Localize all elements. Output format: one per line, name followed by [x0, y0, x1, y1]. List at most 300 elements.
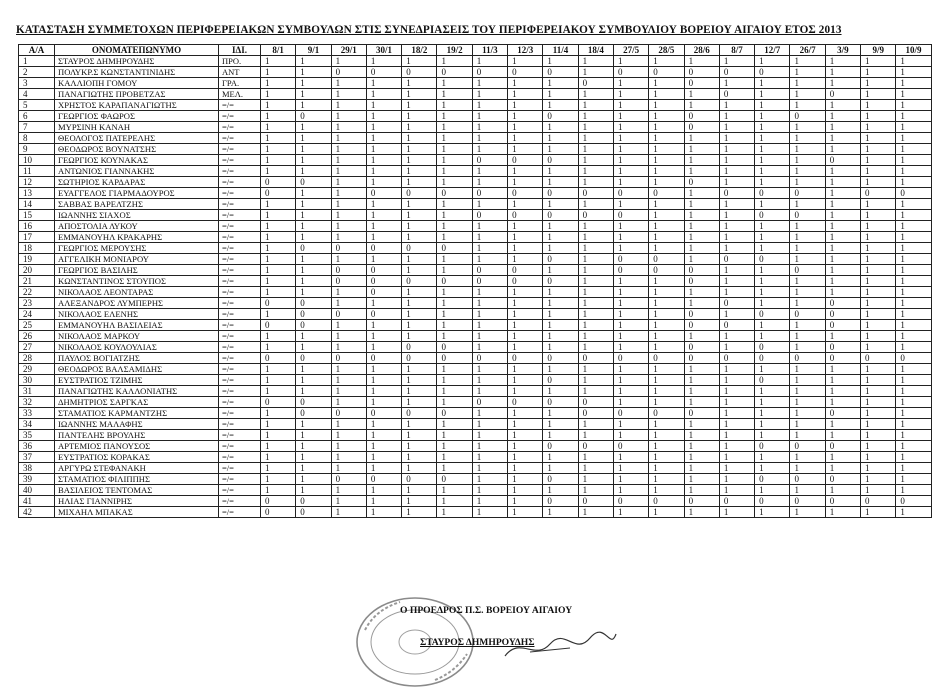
attendance-cell: 1	[366, 419, 401, 430]
attendance-cell: 1	[437, 386, 472, 397]
table-row	[19, 221, 932, 232]
attendance-cell: 1	[613, 243, 648, 254]
councillor-name: ΧΡΗΣΤΟΣ ΚΑΡΑΠΑΝΑΓΙΩΤΗΣ	[55, 100, 219, 111]
attendance-cell: 0	[296, 507, 331, 518]
row-number: 26	[19, 331, 55, 342]
attendance-cell: 1	[719, 408, 754, 419]
attendance-cell: 1	[437, 221, 472, 232]
attendance-cell: 1	[861, 408, 896, 419]
attendance-cell: 1	[578, 232, 613, 243]
attendance-cell: 0	[684, 496, 719, 507]
attendance-cell: 1	[755, 397, 790, 408]
councillor-role: =/=	[219, 331, 261, 342]
attendance-cell: 1	[261, 67, 296, 78]
councillor-role: =/=	[219, 419, 261, 430]
attendance-cell: 1	[366, 78, 401, 89]
attendance-cell: 1	[543, 309, 578, 320]
attendance-cell: 1	[366, 452, 401, 463]
councillor-name: ΑΡΤΕΜΙΟΣ ΠΑΝΟΥΣΟΣ	[55, 441, 219, 452]
attendance-cell: 1	[543, 364, 578, 375]
attendance-cell: 1	[861, 100, 896, 111]
attendance-cell: 1	[896, 243, 931, 254]
attendance-cell: 1	[402, 56, 437, 67]
councillor-name: ΑΛΕΞΑΝΔΡΟΣ ΛΥΜΠΕΡΗΣ	[55, 298, 219, 309]
councillor-role: =/=	[219, 309, 261, 320]
attendance-cell: 0	[719, 254, 754, 265]
attendance-cell: 1	[402, 232, 437, 243]
attendance-cell: 1	[861, 232, 896, 243]
attendance-cell: 1	[790, 485, 825, 496]
attendance-cell: 1	[755, 452, 790, 463]
attendance-cell: 1	[331, 166, 366, 177]
attendance-cell: 0	[508, 276, 543, 287]
councillor-role: =/=	[219, 276, 261, 287]
attendance-cell: 1	[613, 166, 648, 177]
attendance-cell: 1	[331, 56, 366, 67]
attendance-cell: 1	[331, 463, 366, 474]
attendance-cell: 1	[684, 144, 719, 155]
attendance-cell: 1	[296, 78, 331, 89]
attendance-cell: 1	[825, 485, 860, 496]
signature-name: ΣΤΑΥΡΟΣ ΔΗΜΗΡΟΥΔΗΣ	[420, 637, 535, 648]
attendance-cell: 1	[472, 221, 507, 232]
table-row	[19, 265, 932, 276]
attendance-cell: 1	[296, 474, 331, 485]
attendance-cell: 0	[366, 474, 401, 485]
councillor-role: =/=	[219, 342, 261, 353]
attendance-cell: 1	[402, 254, 437, 265]
attendance-cell: 1	[896, 430, 931, 441]
attendance-cell: 1	[472, 320, 507, 331]
attendance-cell: 1	[719, 331, 754, 342]
attendance-cell: 1	[508, 441, 543, 452]
attendance-cell: 1	[613, 507, 648, 518]
col-header-date: 29/1	[331, 45, 366, 56]
col-header-date: 12/3	[508, 45, 543, 56]
attendance-cell: 1	[790, 298, 825, 309]
councillor-name: ΚΑΛΛΙΟΠΗ ΓΟΜΟΥ	[55, 78, 219, 89]
col-header-date: 30/1	[366, 45, 401, 56]
attendance-cell: 1	[790, 100, 825, 111]
attendance-cell: 1	[896, 78, 931, 89]
attendance-cell: 1	[719, 430, 754, 441]
attendance-cell: 0	[684, 408, 719, 419]
attendance-cell: 1	[472, 144, 507, 155]
attendance-cell: 1	[719, 232, 754, 243]
attendance-cell: 1	[402, 397, 437, 408]
attendance-cell: 1	[684, 463, 719, 474]
row-number: 8	[19, 133, 55, 144]
attendance-cell: 1	[719, 56, 754, 67]
table-row	[19, 210, 932, 221]
attendance-cell: 1	[684, 155, 719, 166]
councillor-name: ΑΓΓΕΛΙΚΗ ΜΟΝΙΑΡΟΥ	[55, 254, 219, 265]
attendance-cell: 0	[261, 320, 296, 331]
attendance-cell: 1	[261, 56, 296, 67]
attendance-cell: 1	[402, 265, 437, 276]
attendance-cell: 1	[331, 331, 366, 342]
attendance-cell: 1	[296, 386, 331, 397]
attendance-cell: 1	[366, 210, 401, 221]
attendance-cell: 1	[578, 155, 613, 166]
attendance-cell: 0	[261, 298, 296, 309]
attendance-cell: 1	[331, 441, 366, 452]
councillor-name: ΝΙΚΟΛΑΟΣ ΜΑΡΚΟΥ	[55, 331, 219, 342]
attendance-cell: 1	[543, 419, 578, 430]
attendance-cell: 1	[649, 144, 684, 155]
attendance-cell: 1	[861, 419, 896, 430]
row-number: 22	[19, 287, 55, 298]
attendance-cell: 1	[719, 166, 754, 177]
attendance-cell: 0	[755, 254, 790, 265]
attendance-cell: 1	[861, 309, 896, 320]
attendance-cell: 1	[402, 331, 437, 342]
attendance-cell: 0	[649, 496, 684, 507]
attendance-cell: 1	[861, 89, 896, 100]
attendance-cell: 1	[366, 507, 401, 518]
attendance-cell: 1	[508, 89, 543, 100]
table-row	[19, 397, 932, 408]
attendance-cell: 1	[578, 243, 613, 254]
councillor-role: =/=	[219, 496, 261, 507]
attendance-cell: 1	[896, 232, 931, 243]
attendance-cell: 1	[296, 463, 331, 474]
row-number: 15	[19, 210, 55, 221]
attendance-cell: 1	[472, 408, 507, 419]
attendance-cell: 0	[825, 309, 860, 320]
attendance-cell: 1	[861, 276, 896, 287]
attendance-cell: 1	[261, 276, 296, 287]
table-row	[19, 474, 932, 485]
attendance-cell: 0	[543, 276, 578, 287]
col-header-date: 18/4	[578, 45, 613, 56]
attendance-cell: 1	[649, 243, 684, 254]
attendance-cell: 1	[790, 177, 825, 188]
attendance-cell: 1	[649, 111, 684, 122]
row-number: 17	[19, 232, 55, 243]
attendance-cell: 0	[543, 67, 578, 78]
attendance-cell: 1	[437, 122, 472, 133]
councillor-name: ΙΩΑΝΝΗΣ ΜΑΛΑΦΗΣ	[55, 419, 219, 430]
attendance-cell: 1	[578, 320, 613, 331]
attendance-cell: 0	[755, 342, 790, 353]
attendance-cell: 1	[755, 133, 790, 144]
attendance-cell: 1	[649, 430, 684, 441]
attendance-cell: 1	[825, 331, 860, 342]
row-number: 14	[19, 199, 55, 210]
attendance-cell: 1	[896, 463, 931, 474]
attendance-cell: 1	[543, 100, 578, 111]
attendance-cell: 0	[331, 67, 366, 78]
attendance-cell: 1	[578, 100, 613, 111]
attendance-cell: 1	[861, 331, 896, 342]
attendance-cell: 1	[366, 342, 401, 353]
attendance-cell: 1	[578, 419, 613, 430]
attendance-cell: 1	[719, 485, 754, 496]
attendance-cell: 0	[296, 111, 331, 122]
attendance-cell: 1	[366, 463, 401, 474]
attendance-cell: 1	[543, 331, 578, 342]
attendance-cell: 1	[790, 452, 825, 463]
attendance-cell: 1	[261, 210, 296, 221]
attendance-cell: 1	[613, 331, 648, 342]
councillor-name: ΓΕΩΡΓΙΟΣ ΜΕΡΟΥΣΗΣ	[55, 243, 219, 254]
attendance-cell: 1	[437, 56, 472, 67]
attendance-cell: 1	[684, 430, 719, 441]
councillor-role: =/=	[219, 485, 261, 496]
attendance-cell: 0	[366, 276, 401, 287]
councillor-role: =/=	[219, 111, 261, 122]
attendance-cell: 1	[472, 507, 507, 518]
attendance-cell: 1	[437, 441, 472, 452]
table-row	[19, 463, 932, 474]
attendance-cell: 0	[402, 276, 437, 287]
attendance-cell: 1	[331, 177, 366, 188]
attendance-cell: 1	[508, 133, 543, 144]
attendance-cell: 1	[508, 331, 543, 342]
attendance-cell: 1	[261, 100, 296, 111]
attendance-cell: 0	[790, 188, 825, 199]
attendance-cell: 0	[543, 441, 578, 452]
attendance-cell: 1	[684, 56, 719, 67]
attendance-cell: 1	[719, 309, 754, 320]
councillor-name: ΑΡΓΥΡΩ ΣΤΕΦΑΝΑΚΗ	[55, 463, 219, 474]
attendance-cell: 1	[684, 199, 719, 210]
attendance-cell: 0	[472, 397, 507, 408]
councillor-role: =/=	[219, 298, 261, 309]
attendance-cell: 1	[296, 331, 331, 342]
attendance-cell: 1	[755, 155, 790, 166]
attendance-cell: 0	[296, 496, 331, 507]
attendance-cell: 1	[896, 507, 931, 518]
attendance-cell: 1	[896, 210, 931, 221]
attendance-cell: 1	[719, 287, 754, 298]
col-header-num: Α/Α	[19, 45, 55, 56]
table-row	[19, 507, 932, 518]
attendance-cell: 1	[755, 298, 790, 309]
attendance-cell: 1	[684, 364, 719, 375]
attendance-cell: 1	[543, 298, 578, 309]
attendance-cell: 1	[402, 507, 437, 518]
attendance-cell: 1	[719, 276, 754, 287]
row-number: 39	[19, 474, 55, 485]
row-number: 27	[19, 342, 55, 353]
table-row	[19, 364, 932, 375]
councillor-name: ΘΕΟΔΩΡΟΣ ΒΟΥΝΑΤΣΗΣ	[55, 144, 219, 155]
attendance-cell: 1	[472, 430, 507, 441]
attendance-cell: 1	[578, 133, 613, 144]
attendance-cell: 1	[578, 452, 613, 463]
attendance-cell: 1	[578, 265, 613, 276]
attendance-cell: 1	[508, 232, 543, 243]
attendance-cell: 1	[578, 430, 613, 441]
attendance-cell: 1	[825, 133, 860, 144]
attendance-cell: 1	[684, 221, 719, 232]
attendance-cell: 1	[296, 122, 331, 133]
attendance-cell: 1	[472, 199, 507, 210]
attendance-cell: 0	[543, 353, 578, 364]
attendance-cell: 0	[755, 441, 790, 452]
attendance-cell: 1	[649, 463, 684, 474]
attendance-cell: 1	[896, 364, 931, 375]
attendance-cell: 0	[861, 353, 896, 364]
attendance-cell: 1	[861, 320, 896, 331]
table-row	[19, 122, 932, 133]
table-row	[19, 78, 932, 89]
attendance-cell: 0	[719, 320, 754, 331]
attendance-cell: 1	[402, 111, 437, 122]
attendance-cell: 1	[296, 210, 331, 221]
attendance-cell: 1	[684, 287, 719, 298]
councillor-name: ΒΑΣΙΛΕΙΟΣ ΤΕΝΤΟΜΑΣ	[55, 485, 219, 496]
attendance-cell: 1	[861, 155, 896, 166]
attendance-cell: 1	[437, 430, 472, 441]
attendance-cell: 1	[472, 474, 507, 485]
row-number: 1	[19, 56, 55, 67]
attendance-cell: 1	[261, 331, 296, 342]
attendance-cell: 1	[437, 320, 472, 331]
attendance-cell: 0	[402, 474, 437, 485]
attendance-cell: 1	[613, 199, 648, 210]
attendance-cell: 1	[755, 287, 790, 298]
attendance-cell: 1	[296, 89, 331, 100]
attendance-cell: 1	[861, 133, 896, 144]
attendance-cell: 1	[331, 397, 366, 408]
row-number: 35	[19, 430, 55, 441]
attendance-cell: 1	[649, 419, 684, 430]
attendance-cell: 1	[366, 386, 401, 397]
councillor-name: ΕΜΜΑΝΟΥΗΛ ΒΑΣΙΛΕΙΑΣ	[55, 320, 219, 331]
attendance-cell: 1	[508, 342, 543, 353]
attendance-cell: 1	[261, 441, 296, 452]
attendance-cell: 1	[402, 452, 437, 463]
attendance-cell: 0	[649, 353, 684, 364]
attendance-cell: 1	[861, 298, 896, 309]
councillor-role: =/=	[219, 353, 261, 364]
attendance-cell: 1	[613, 177, 648, 188]
councillor-name: ΝΙΚΟΛΑΟΣ ΚΟΥΛΟΥΛΙΑΣ	[55, 342, 219, 353]
attendance-cell: 0	[613, 67, 648, 78]
attendance-cell: 1	[508, 111, 543, 122]
attendance-cell: 1	[719, 177, 754, 188]
attendance-cell: 1	[437, 133, 472, 144]
councillor-role: ΠΡΟ.	[219, 56, 261, 67]
attendance-cell: 1	[578, 463, 613, 474]
attendance-cell: 1	[790, 364, 825, 375]
attendance-cell: 0	[543, 188, 578, 199]
attendance-cell: 1	[578, 309, 613, 320]
attendance-cell: 0	[896, 496, 931, 507]
attendance-cell: 1	[861, 364, 896, 375]
attendance-cell: 1	[578, 386, 613, 397]
col-header-date: 8/7	[719, 45, 754, 56]
attendance-cell: 1	[790, 331, 825, 342]
attendance-cell: 1	[543, 56, 578, 67]
attendance-cell: 1	[825, 188, 860, 199]
row-number: 7	[19, 122, 55, 133]
attendance-cell: 1	[331, 188, 366, 199]
attendance-cell: 0	[543, 397, 578, 408]
row-number: 9	[19, 144, 55, 155]
attendance-cell: 1	[472, 287, 507, 298]
attendance-cell: 1	[508, 386, 543, 397]
attendance-cell: 1	[261, 89, 296, 100]
attendance-cell: 0	[331, 276, 366, 287]
attendance-cell: 1	[261, 408, 296, 419]
attendance-cell: 1	[825, 67, 860, 78]
attendance-cell: 1	[684, 254, 719, 265]
attendance-cell: 1	[402, 100, 437, 111]
attendance-cell: 1	[790, 243, 825, 254]
attendance-cell: 0	[296, 309, 331, 320]
attendance-cell: 1	[578, 254, 613, 265]
attendance-cell: 1	[613, 320, 648, 331]
attendance-cell: 1	[825, 243, 860, 254]
attendance-cell: 0	[296, 320, 331, 331]
attendance-cell: 1	[437, 298, 472, 309]
attendance-cell: 1	[261, 430, 296, 441]
attendance-cell: 1	[649, 78, 684, 89]
row-number: 6	[19, 111, 55, 122]
attendance-cell: 1	[296, 254, 331, 265]
row-number: 40	[19, 485, 55, 496]
attendance-cell: 0	[896, 188, 931, 199]
attendance-cell: 1	[331, 232, 366, 243]
attendance-cell: 1	[755, 463, 790, 474]
attendance-cell: 0	[649, 408, 684, 419]
attendance-cell: 1	[437, 155, 472, 166]
attendance-cell: 0	[790, 353, 825, 364]
attendance-cell: 1	[472, 100, 507, 111]
attendance-cell: 1	[543, 144, 578, 155]
attendance-cell: 0	[790, 474, 825, 485]
attendance-cell: 1	[578, 122, 613, 133]
table-row	[19, 155, 932, 166]
attendance-cell: 1	[649, 309, 684, 320]
attendance-cell: 1	[896, 287, 931, 298]
row-number: 16	[19, 221, 55, 232]
attendance-cell: 1	[437, 254, 472, 265]
attendance-cell: 1	[331, 287, 366, 298]
attendance-cell: 1	[790, 419, 825, 430]
attendance-cell: 0	[296, 177, 331, 188]
attendance-cell: 1	[613, 155, 648, 166]
attendance-cell: 0	[825, 342, 860, 353]
attendance-cell: 0	[684, 309, 719, 320]
attendance-cell: 1	[861, 441, 896, 452]
attendance-cell: 1	[331, 507, 366, 518]
document-title: ΚΑΤΑΣΤΑΣΗ ΣΥΜΜΕΤΟΧΩΝ ΠΕΡΙΦΕΡΕΙΑΚΩΝ ΣΥΜΒΟΥΛΩΝ ΣΤΙΣ ΣΥΝΕΔΡΙΑΣΕΙΣ ΤΟΥ ΠΕΡΙΦΕΡΕΙΑΚΟΥ ΣΥΜΒΟΥΛΙΟΥ ΒΟΡΕΙΟΥ ΑΙΓΑΙΟΥ ΕΤΟΣ 2013	[16, 24, 842, 36]
attendance-cell: 1	[437, 463, 472, 474]
attendance-cell: 1	[331, 133, 366, 144]
attendance-cell: 1	[437, 507, 472, 518]
attendance-cell: 0	[366, 309, 401, 320]
councillor-role: =/=	[219, 199, 261, 210]
attendance-cell: 1	[402, 386, 437, 397]
attendance-cell: 0	[261, 397, 296, 408]
attendance-cell: 1	[543, 166, 578, 177]
attendance-cell: 1	[402, 287, 437, 298]
attendance-cell: 1	[649, 342, 684, 353]
attendance-cell: 1	[261, 166, 296, 177]
row-number: 41	[19, 496, 55, 507]
attendance-cell: 1	[755, 386, 790, 397]
attendance-cell: 1	[261, 133, 296, 144]
attendance-cell: 1	[790, 386, 825, 397]
table-row	[19, 188, 932, 199]
row-number: 33	[19, 408, 55, 419]
attendance-cell: 1	[578, 199, 613, 210]
